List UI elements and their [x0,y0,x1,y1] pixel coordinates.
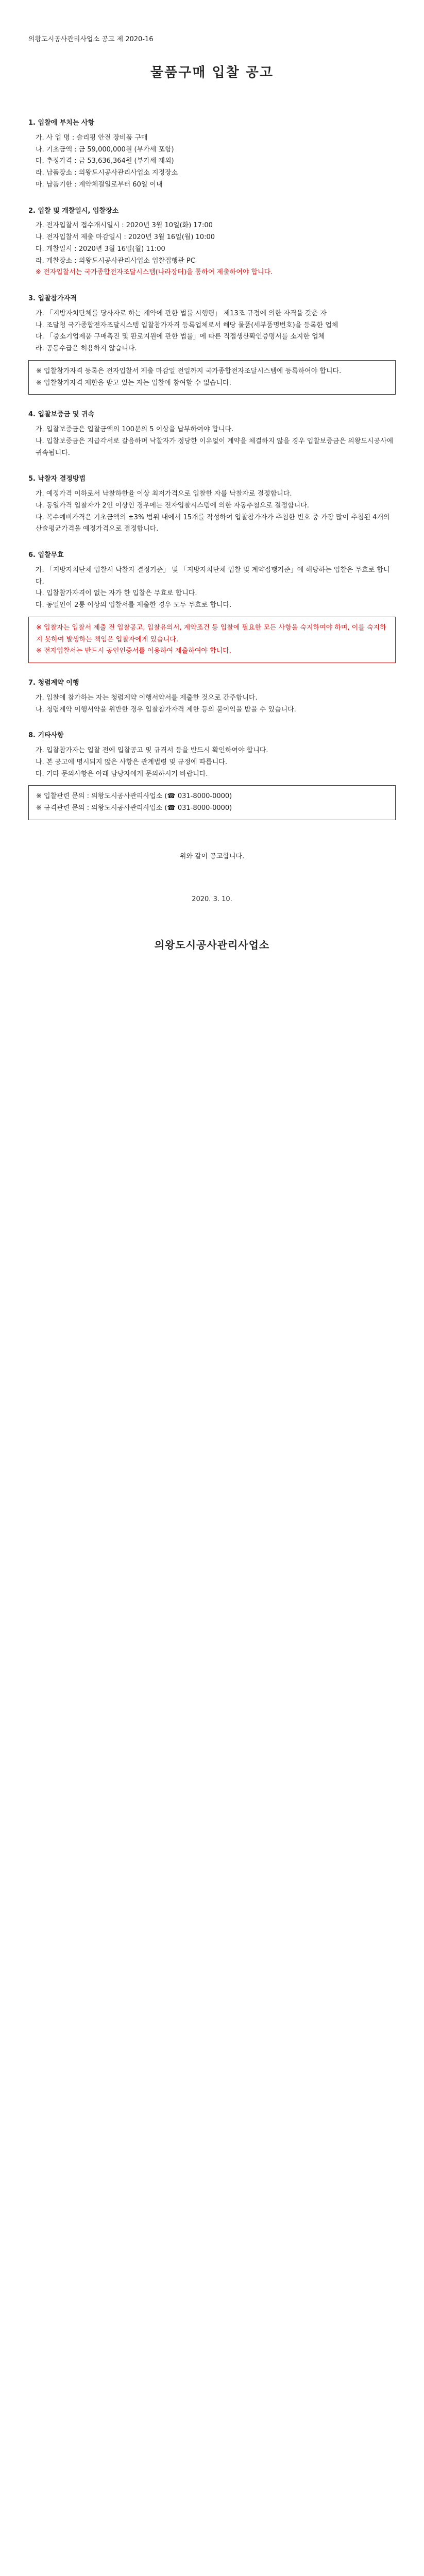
section-heading: 2. 입찰 및 개찰일시, 입찰장소 [28,207,119,215]
section-line: 나. 입찰보증금은 지급각서로 갈음하며 낙찰자가 정당한 이유없이 계약을 체결하지 않을 경우 입찰보증금은 의왕도시공사에 귀속됩니다. [36,437,394,457]
issuing-agency: 의왕도시공사관리사업소 [154,939,270,952]
section-line: 라. 개찰장소 : 의왕도시공사관리사업소 입찰집행관 PC [36,257,195,265]
signoff-text: 위와 같이 공고합니다. [179,852,245,860]
section-heading: 5. 낙찰자 결정방법 [28,475,86,483]
section-heading: 3. 입찰참가자격 [28,295,77,302]
section-line: 다. 동일인이 2통 이상의 입찰서를 제출한 경우 모두 무효로 합니다. [36,601,232,609]
section-3 [28,293,396,395]
notice-box [28,360,396,395]
section-line: 나. 청렴계약 이행서약을 위반한 경우 입찰참가자격 제한 등의 불이익을 받을 수 있습니다. [36,705,296,714]
section-heading: 1. 입찰에 부치는 사항 [28,119,95,127]
announcement-date: 2020. 3. 10. [192,895,232,903]
section-heading: 4. 입찰보증금 및 귀속 [28,411,95,419]
section-line: 나. 조달청 국가종합전자조달시스템 입찰참가자격 등록업체로서 해당 물품(세부품명번호)을 등록한 업체 [36,321,338,329]
section-heading: 8. 기타사항 [28,732,64,740]
contact-line: ※ 규격관련 문의 : 의왕도시공사관리사업소 (☎ 031-8000-0000) [36,804,232,812]
section-line: 나. 입찰참가자격이 없는 자가 한 입찰은 무효로 합니다. [36,589,197,598]
contact-line: ※ 입찰관련 문의 : 의왕도시공사관리사업소 (☎ 031-8000-0000) [36,792,232,801]
warning-line: ※ 전자입찰서는 반드시 공인인증서를 이용하여 제출하여야 합니다. [36,647,231,655]
section-line: 마. 납품기한 : 계약체결일로부터 60일 이내 [36,180,163,189]
section-line: 가. 예정가격 이하로서 낙찰하한율 이상 최저가격으로 입찰한 자를 낙찰자로 결정합니다. [36,490,292,498]
warning-line: ※ 입찰자는 입찰서 제출 전 입찰공고, 입찰유의서, 계약조건 등 입찰에 필요한 모든 사항을 숙지하여야 하며, 이를 숙지하지 못하여 발생하는 책임은 입찰자에게 있습니다. [36,623,386,643]
notice-line: ※ 입찰참가자격 제한을 받고 있는 자는 입찰에 참여할 수 없습니다. [36,379,231,387]
section-4 [28,409,396,459]
contact-box [28,785,396,820]
section-line: 가. 입찰참가자는 입찰 전에 입찰공고 및 규격서 등을 반드시 확인하여야 합니다. [36,747,268,754]
warning-box [28,617,396,663]
section-1 [28,117,396,191]
section-line: 다. 기타 문의사항은 아래 담당자에게 문의하시기 바랍니다. [36,770,208,778]
section-5 [28,473,396,535]
announcement-reference: 의왕도시공사관리사업소 공고 제 2020-16 [28,36,154,43]
section-line: 나. 동일가격 입찰자가 2인 이상인 경우에는 전자입찰시스템에 의한 자동추첨으로 결정합니다. [36,501,309,510]
section-heading: 6. 입찰무효 [28,551,64,559]
section-line: 나. 전자입찰서 제출 마감일시 : 2020년 3월 16일(월) 10:00 [36,233,215,241]
section-line: 라. 납품장소 : 의왕도시공사관리사업소 지정장소 [36,169,178,177]
document-title: 물품구매 입찰 공고 [150,65,274,80]
section-line: 다. 복수예비가격은 기초금액의 ±3% 범위 내에서 15개를 작성하여 입찰참가자가 추첨한 번호 중 가장 많이 추첨된 4개의 산술평균가격을 예정가격으로 결정합니다. [36,513,390,533]
section-line: 가. 입찰보증금은 입찰금액의 100분의 5 이상을 납부하여야 합니다. [36,426,234,433]
document-body [28,103,396,954]
section-2 [28,206,396,279]
section-line: 가. 입찰에 참가하는 자는 청렴계약 이행서약서를 제출한 것으로 간주합니다. [36,693,258,702]
section-7 [28,677,396,716]
notice-line: ※ 입찰참가자격 등록은 전자입찰서 제출 마감일 전일까지 국가종합전자조달시스템에 등록하여야 합니다. [36,367,342,375]
section-heading: 7. 청렴계약 이행 [28,679,79,687]
section-line: 나. 본 공고에 명시되지 않은 사항은 관계법령 및 규정에 따릅니다. [36,758,227,766]
section-6 [28,550,396,663]
section-line: 가. 전자입찰서 접수개시일시 : 2020년 3월 10일(화) 17:00 [36,222,213,230]
section-line: 다. 개찰일시 : 2020년 3월 16일(월) 11:00 [36,245,165,253]
section-8 [28,730,396,820]
section-line: 가. 「지방자치단체를 당사자로 하는 계약에 관한 법률 시행령」 제13조 규정에 의한 자격을 갖춘 자 [36,309,327,317]
section-line: 라. 공동수급은 허용하지 않습니다. [36,345,137,352]
section-line: 나. 기초금액 : 금 59,000,000원 (부가세 포함) [36,145,174,154]
section-line: 다. 「중소기업제품 구매촉진 및 판로지원에 관한 법률」에 따른 직접생산확인증명서를 소지한 업체 [36,333,325,341]
section-line: 가. 「지방자치단체 입찰시 낙찰자 결정기준」 및 「지방자치단체 입찰 및 계약집행기준」에 해당하는 입찰은 무효로 합니다. [36,566,390,586]
section-line: 다. 추정가격 : 금 53,636,364원 (부가세 제외) [36,157,174,165]
section-line: 가. 사 업 명 : 슬리핑 안전 장비품 구매 [36,133,148,142]
section-note: ※ 전자입찰서는 국가종합전자조달시스템(나라장터)을 통하여 제출하여야 합니다. [36,268,273,277]
